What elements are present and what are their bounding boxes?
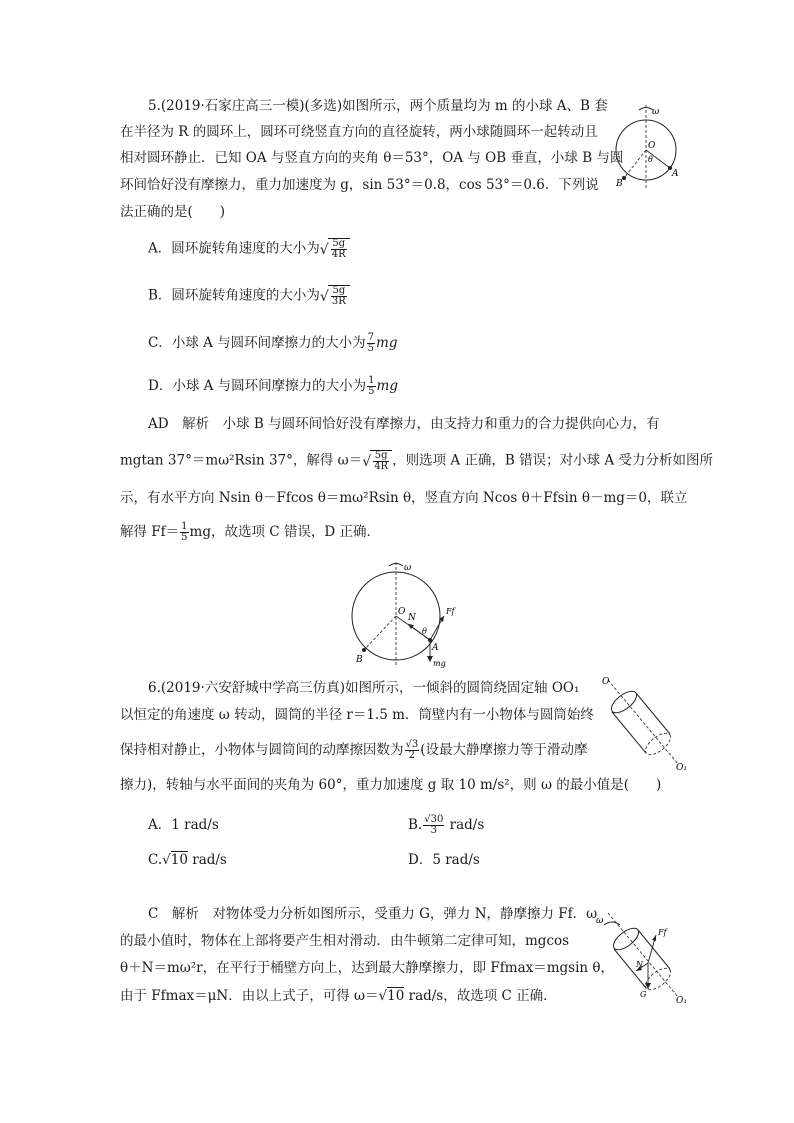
q6-option-b-num: √30 [424, 814, 444, 825]
q6-answer-rad: 10 [387, 988, 405, 1004]
q5-answer-sqrt [362, 450, 392, 472]
q5-option-c-tail: mg [376, 335, 398, 351]
q5-option-a-text: A．圆环旋转角速度的大小为 [148, 240, 320, 257]
q6-option-b [408, 815, 484, 836]
q5-answer-den: 4R [374, 461, 389, 472]
q6-line-1: 6.(2019·六安舒城中学高三仿真)如图所示，一倾斜的圆筒绕固定轴 OO₁ [148, 680, 580, 696]
q5-answer-line-2 [120, 450, 713, 472]
q5-option-c-den: 5 [367, 343, 375, 354]
q5-option-c-num: 7 [367, 332, 375, 343]
q6-answer-figure [592, 905, 688, 1005]
q6-answer-line-4a: 由于 Ffmax＝μN．由以上式子，可得 ω＝ [120, 988, 379, 1004]
q5-answer-num: √ 5g [374, 450, 388, 461]
q5-option-a-den: 4R [331, 249, 346, 260]
q6-option-b-den: 3 [430, 825, 437, 836]
q5f-theta-label: θ [422, 627, 427, 636]
q5f-mg-label: mg [433, 659, 446, 668]
q6-option-a: A．1 rad/s [148, 817, 219, 833]
q5f-a-label: A [432, 643, 439, 653]
q6-line-3 [120, 740, 588, 761]
q5-option-a-num: √ 5g [332, 238, 346, 249]
q5-option-d-text: D．小球 A 与圆环间摩擦力的大小为 [148, 378, 367, 394]
q5-ring-figure [606, 100, 686, 190]
q6-o-label: O [602, 677, 610, 687]
q6-line-4: 擦力)，转轴与水平面间的夹角为 60°，重力加速度 g 取 10 m/s²，则 ω 的最小值是( ) [120, 777, 662, 793]
q5-answer-line-2b: ，则选项 A 正确，B 错误；对小球 A 受力分析如图所 [392, 452, 713, 469]
q5-option-b [148, 285, 350, 307]
q6-answer-line-2: 的最小值时，物体在上部将要产生相对滑动．由牛顿第二定律可知，mgcos [120, 933, 570, 949]
q5f-ff-label: Ff [446, 607, 455, 616]
q5-o-label: O [648, 141, 656, 151]
q6-option-b-pre: B. [408, 817, 423, 833]
q6-option-c-pre: C. [148, 852, 163, 868]
q6-line-3-num: √3 [405, 739, 419, 750]
q6-line-3b: (设最大静摩擦力等于滑动摩 [420, 742, 588, 758]
q5-line-3: 相对圆环静止．已知 OA 与竖直方向的夹角 θ＝53°，OA 与 OB 垂直，小球 B 与圆 [120, 150, 624, 166]
q6-line-3-den: 2 [408, 750, 416, 761]
q6-option-b-tail: rad/s [449, 817, 485, 833]
q5-answer-line-1: AD 解析 小球 B 与圆环间恰好没有摩擦力，由支持力和重力的合力提供向心力，有 [148, 416, 660, 432]
q5-option-b-text: B．圆环旋转角速度的大小为 [148, 287, 320, 304]
q5-answer-line-4b: mg，故选项 C 错误，D 正确． [189, 524, 381, 540]
q5-answer-line-4 [120, 522, 380, 543]
q6f-ff-label: Ff [658, 928, 667, 937]
q5-line-2: 在半径为 R 的圆环上，圆环可绕竖直方向的直径旋转，两小球随圆环一起转动且 [120, 124, 598, 140]
q6-line-2: 以恒定的角速度 ω 转动，圆筒的半径 r＝1.5 m．筒壁内有一小物体与圆筒始终 [120, 707, 594, 723]
q6f-omega-label: ω [596, 916, 604, 926]
q5f-o-label: O [398, 607, 406, 617]
q6-option-c-rad: 10 [170, 852, 188, 868]
q5-line-5: 法正确的是( ) [120, 204, 226, 220]
q5-force-figure [348, 558, 460, 670]
q5-answer-line-3: 示，有水平方向 Nsin θ－Ffcos θ＝mω²Rsin θ，竖直方向 Ncos θ＋Ffsin θ－mg＝0，联立 [120, 490, 688, 506]
q6f-o1-label: O₁ [676, 996, 687, 1005]
q5-option-c [148, 333, 398, 354]
q5-option-d-num: 1 [368, 375, 375, 386]
q5-answer-4-den: 5 [181, 532, 188, 543]
q6-answer-line-4b: rad/s，故选项 C 正确． [408, 988, 557, 1004]
q6-answer-line-1: C 解析 对物体受力分析如图所示，受重力 G，弹力 N，静摩擦力 Ff．ω [148, 906, 598, 922]
q5f-omega-label: ω [404, 563, 412, 573]
q5-option-a-sqrt [320, 238, 350, 260]
q5-answer-4-num: 1 [181, 521, 188, 532]
q5-a-label: A [672, 169, 679, 179]
q6-option-c: C.√10 rad/s [148, 852, 227, 868]
q5-answer-line-2a: mgtan 37°＝mω²Rsin 37°，解得 ω＝ [120, 452, 363, 469]
q5-option-b-den: 3R [331, 296, 346, 307]
q5-option-d-tail: mg [376, 378, 398, 394]
q5-omega-label: ω [652, 107, 660, 117]
q5-option-d [148, 376, 398, 397]
q5-line-4: 环间恰好没有摩擦力，重力加速度为 g，sin 53°＝0.8，cos 53°＝0.6．下列说 [120, 177, 599, 193]
q5-line-1: 5.(2019·石家庄高三一模)(多选)如图所示，两个质量均为 m 的小球 A、B 套 [148, 98, 608, 114]
q5-option-b-sqrt [320, 285, 350, 307]
q6f-n-label: N [636, 960, 643, 969]
q5-theta-label: θ [648, 155, 653, 164]
q6-o1-label: O₁ [676, 763, 687, 772]
q6-line-3a: 保持相对静止，小物体与圆筒间的动摩擦因数为 [120, 742, 404, 758]
q5-answer-line-4a: 解得 Ff＝ [120, 524, 180, 540]
q5f-b-label: B [356, 655, 363, 665]
q5f-n-label: N [408, 613, 416, 623]
q6-cylinder-figure [592, 672, 688, 772]
q5-option-a [148, 238, 350, 260]
q6-option-d: D．5 rad/s [408, 852, 480, 868]
q5-option-c-text: C．小球 A 与圆环间摩擦力的大小为 [148, 335, 366, 351]
q5-b-label: B [616, 179, 623, 189]
q5-option-d-den: 5 [368, 386, 375, 397]
q5-option-b-num: √ 5g [332, 285, 346, 296]
q6-answer-line-3: θ＋N＝mω²r，在平行于桶壁方向上，达到最大静摩擦力，即 Ffmax＝mgsin θ， [120, 960, 615, 976]
q6-answer-line-4: 由于 Ffmax＝μN．由以上式子，可得 ω＝√10 rad/s，故选项 C 正确． [120, 988, 557, 1004]
q6-option-c-tail: rad/s [192, 852, 227, 868]
q6f-g-label: G [640, 990, 647, 999]
